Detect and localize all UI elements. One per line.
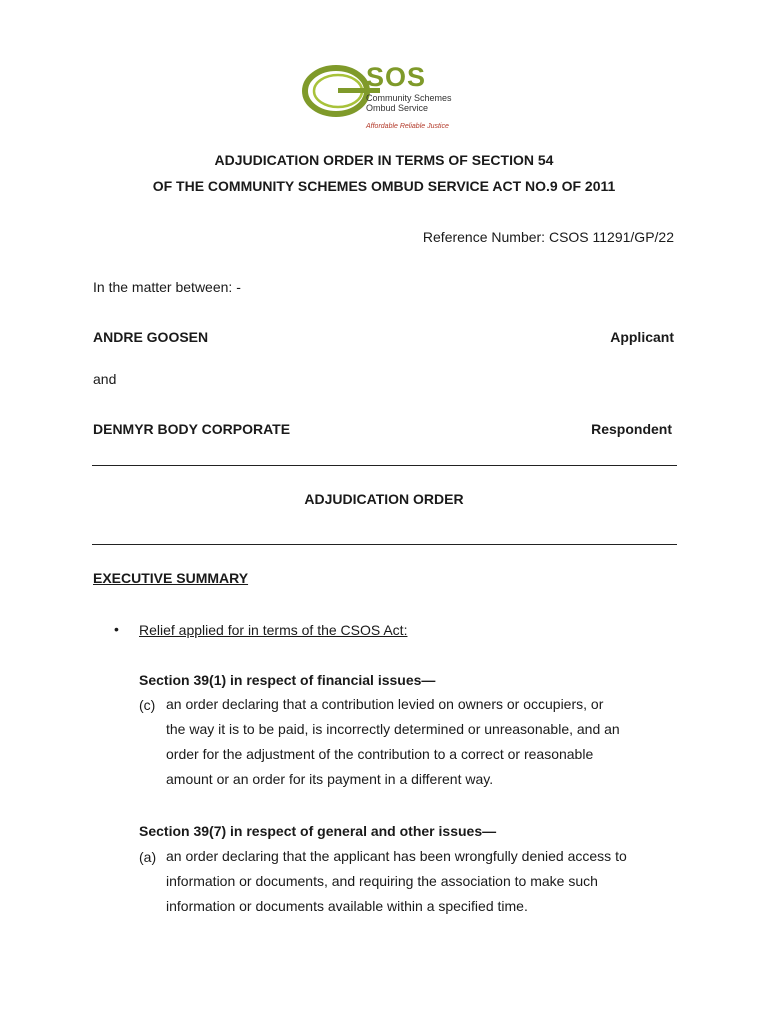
- logo-tagline: Affordable Reliable Justice: [366, 123, 449, 130]
- text-line: order for the adjustment of the contribution to a correct or reasonable: [166, 746, 594, 762]
- document-title-line1: ADJUDICATION ORDER IN TERMS OF SECTION 54: [214, 152, 554, 168]
- section-39-7-label: (a): [139, 849, 157, 865]
- document-title-line2: OF THE COMMUNITY SCHEMES OMBUD SERVICE ACT NO.9 OF 2011: [152, 178, 616, 194]
- text-line: information or documents available within a specified time.: [166, 898, 528, 914]
- section-39-1-text: [166, 692, 675, 792]
- logo-name-line1: Community Schemes: [366, 93, 452, 103]
- text-line: an order declaring that the applicant has been wrongfully denied access to: [166, 848, 627, 864]
- respondent-name: DENMYR BODY CORPORATE: [93, 421, 291, 437]
- divider-top: [92, 465, 677, 466]
- section-39-1-heading: Section 39(1) in respect of financial issues—: [139, 672, 436, 688]
- text-line: amount or an order for its payment in a different way.: [166, 771, 494, 787]
- section-39-7-heading: Section 39(7) in respect of general and other issues—: [139, 823, 497, 839]
- logo-acronym: SOS: [366, 62, 427, 92]
- section-39-7-text: [166, 844, 675, 919]
- csos-logo: [300, 62, 470, 136]
- divider-bottom: [92, 544, 677, 545]
- relief-heading: Relief applied for in terms of the CSOS Act:: [139, 622, 408, 638]
- reference-number: Reference Number: CSOS 11291/GP/22: [422, 229, 674, 245]
- text-line: the way it is to be paid, is incorrectly determined or unreasonable, and an: [166, 721, 620, 737]
- conjunction: and: [93, 371, 117, 387]
- bullet-icon: •: [114, 621, 119, 637]
- order-heading: ADJUDICATION ORDER: [304, 491, 464, 507]
- section-39-1-label: (c): [139, 697, 156, 713]
- applicant-role: Applicant: [610, 329, 674, 345]
- respondent-role: Respondent: [591, 421, 672, 437]
- executive-summary-heading: EXECUTIVE SUMMARY: [93, 570, 249, 586]
- matter-intro: In the matter between: -: [93, 279, 241, 295]
- applicant-name: ANDRE GOOSEN: [93, 329, 209, 345]
- text-line: information or documents, and requiring the association to make such: [166, 873, 598, 889]
- text-line: an order declaring that a contribution levied on owners or occupiers, or: [166, 696, 604, 712]
- logo-name-line2: Ombud Service: [366, 103, 429, 113]
